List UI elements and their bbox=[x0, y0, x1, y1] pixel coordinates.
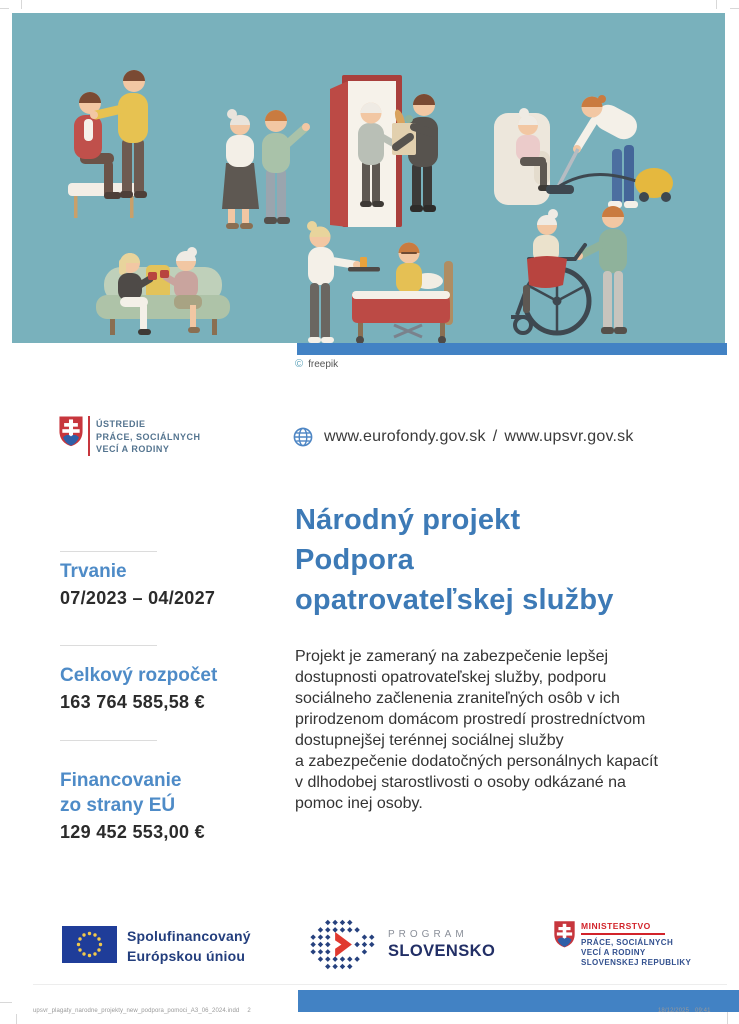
footer-divider bbox=[33, 984, 727, 985]
image-credit-label: freepik bbox=[308, 359, 339, 370]
upsvr-logo-line: VECÍ A RODINY bbox=[96, 444, 170, 455]
info-label-eu-funding bbox=[60, 768, 181, 818]
info-value-budget: 163 764 585,58 € bbox=[60, 692, 205, 712]
ministry-line: SLOVENSKEJ REPUBLIKY bbox=[581, 957, 692, 967]
info-label-line: Celkový rozpočet bbox=[60, 665, 218, 686]
description-line: pomoc inej osoby. bbox=[295, 795, 423, 812]
program-name: SLOVENSKO bbox=[388, 942, 496, 960]
ministry-label bbox=[581, 921, 691, 968]
link-separator: / bbox=[492, 428, 498, 445]
program-slovensko-label bbox=[388, 929, 495, 961]
eu-cofunding-label bbox=[127, 927, 251, 966]
print-page-number: 2 bbox=[247, 1008, 251, 1014]
print-filename-text: upsvr_plagaty_narodne_projekty_new_podpora_pomoci_A3_06_2024.indd bbox=[33, 1008, 240, 1014]
crop-mark bbox=[0, 8, 9, 9]
caregiving-illustration bbox=[12, 13, 725, 343]
image-credit bbox=[295, 358, 338, 370]
description-line: Projekt je zameraný na zabezpečenie lepšej bbox=[295, 648, 609, 665]
crop-mark bbox=[16, 1014, 17, 1024]
program-slovensko-icon bbox=[310, 917, 377, 977]
info-label-line: zo strany EÚ bbox=[60, 795, 176, 816]
description-line: a zabezpečenie dodatočných personálnych kapacít bbox=[295, 753, 658, 770]
scene-dressing-help bbox=[68, 70, 148, 218]
upsvr-logo-line: ÚSTREDIE bbox=[96, 419, 146, 429]
description-line: dostupnejšej terénnej sociálnej služby bbox=[295, 732, 564, 749]
section-divider bbox=[60, 740, 157, 741]
project-description bbox=[295, 646, 735, 814]
upsvr-logo-text bbox=[96, 418, 201, 456]
ministry-line: PRÁCE, SOCIÁLNYCH bbox=[581, 937, 674, 947]
slovak-emblem-icon bbox=[58, 415, 84, 447]
upsvr-logo bbox=[58, 415, 84, 452]
scene-grocery-delivery bbox=[330, 75, 438, 227]
page-title bbox=[295, 500, 614, 620]
ministry-underline bbox=[581, 933, 665, 935]
program-kicker: PROGRAM bbox=[388, 929, 468, 940]
crop-mark bbox=[21, 0, 22, 9]
ministry-emblem-icon bbox=[553, 920, 576, 953]
print-filename bbox=[33, 1008, 251, 1014]
accent-bar-top bbox=[297, 343, 727, 355]
info-label-budget bbox=[60, 663, 217, 688]
print-time: 09:41 bbox=[695, 1008, 711, 1014]
title-line: opatrovateľskej služby bbox=[295, 584, 614, 616]
scene-walking-support bbox=[222, 109, 310, 229]
link-upsvr[interactable]: www.upsvr.gov.sk bbox=[504, 428, 634, 445]
scene-wheelchair-walk bbox=[511, 206, 627, 334]
info-label-line: Financovanie bbox=[60, 770, 182, 791]
crop-mark bbox=[730, 8, 739, 9]
website-links bbox=[293, 427, 634, 447]
description-line: sociálneho začlenenia zraniteľných osôb v ich bbox=[295, 690, 620, 707]
description-line: v dlhodobej starostlivosti o osoby odkázané na bbox=[295, 774, 626, 791]
crop-mark bbox=[716, 0, 717, 9]
scene-meal-in-bed bbox=[307, 221, 453, 343]
info-label-duration bbox=[60, 559, 127, 584]
link-eurofondy[interactable]: www.eurofondy.gov.sk bbox=[324, 428, 486, 445]
section-divider bbox=[60, 645, 157, 646]
ministry-title: MINISTERSTVO bbox=[581, 921, 651, 931]
globe-icon bbox=[293, 427, 313, 447]
info-value-duration: 07/2023 – 04/2027 bbox=[60, 588, 216, 608]
title-line: Národný projekt bbox=[295, 504, 521, 536]
logo-divider bbox=[88, 416, 90, 456]
print-date: 18/12/2025 bbox=[658, 1008, 690, 1014]
section-divider bbox=[60, 551, 157, 552]
scene-vacuuming bbox=[494, 95, 673, 208]
hero-illustration bbox=[12, 13, 725, 343]
info-value-eu-funding: 129 452 553,00 € bbox=[60, 822, 205, 842]
ministry-line: VECÍ A RODINY bbox=[581, 947, 646, 957]
info-label-line: Trvanie bbox=[60, 561, 127, 582]
scene-tea-together bbox=[96, 247, 230, 335]
upsvr-logo-line: PRÁCE, SOCIÁLNYCH bbox=[96, 431, 201, 442]
print-timestamp bbox=[658, 1008, 711, 1014]
crop-mark bbox=[0, 1002, 12, 1003]
description-line: dostupnosti opatrovateľskej služby, podporu bbox=[295, 669, 607, 686]
title-line: Podpora bbox=[295, 544, 415, 576]
eu-flag-icon bbox=[62, 926, 117, 968]
eu-cofunding-line: Európskou úniou bbox=[127, 947, 246, 964]
description-line: prirodzenom domácom prostredí prostredníctvom bbox=[295, 711, 646, 728]
eu-cofunding-line: Spolufinancovaný bbox=[127, 928, 251, 944]
copyright-icon: © bbox=[295, 358, 304, 370]
